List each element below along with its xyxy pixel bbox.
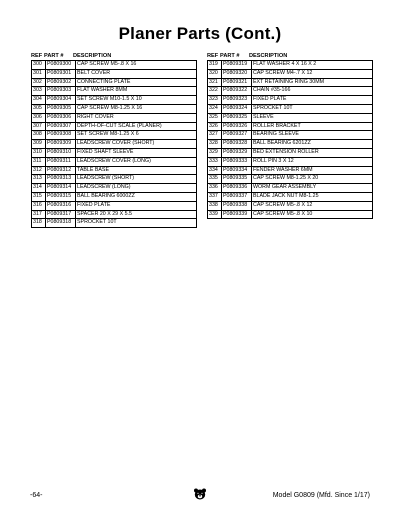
table-header xyxy=(31,52,197,61)
part-number-cell: P0809339 xyxy=(222,211,252,219)
description-cell: SET SCREW M10-1.5 X 10 xyxy=(77,96,142,103)
ref-cell: 321 xyxy=(208,79,222,87)
part-number-cell: P0809301 xyxy=(46,70,76,78)
table-row xyxy=(32,87,196,96)
header-ref: REF xyxy=(207,53,219,59)
description-cell: CAP SCREW M5-.8 X 12 xyxy=(253,201,313,208)
ref-cell: 327 xyxy=(208,131,222,139)
description-cell: FIXED PLATE xyxy=(253,96,287,103)
ref-cell: 309 xyxy=(32,140,46,148)
ref-cell: 307 xyxy=(32,123,46,131)
description-cell: FIXED PLATE xyxy=(77,201,111,208)
ref-cell: 312 xyxy=(32,167,46,175)
table-row xyxy=(32,158,196,167)
description-cell: SPROCKET 10T xyxy=(77,219,117,226)
description-cell: CAP SCREW M4-.7 X 12 xyxy=(253,69,313,76)
description-cell: FENDER WASHER 6MM xyxy=(253,166,313,173)
part-number-cell: P0809337 xyxy=(222,193,252,201)
ref-cell: 301 xyxy=(32,70,46,78)
ref-cell: 324 xyxy=(208,105,222,113)
header-ref: REF xyxy=(31,53,43,59)
ref-cell: 323 xyxy=(208,96,222,104)
ref-cell: 313 xyxy=(32,175,46,183)
table-row xyxy=(208,175,372,184)
part-number-cell: P0809311 xyxy=(46,158,76,166)
ref-cell: 302 xyxy=(32,79,46,87)
table-row xyxy=(32,211,196,220)
part-number-cell: P0809304 xyxy=(46,96,76,104)
ref-cell: 314 xyxy=(32,184,46,192)
page-title: Planer Parts (Cont.) xyxy=(118,24,282,43)
table-row xyxy=(208,114,372,123)
ref-cell: 306 xyxy=(32,114,46,122)
description-cell: SPACER 20 X 29 X 5.5 xyxy=(77,210,132,217)
description-cell: LEADSCREW (LONG) xyxy=(77,184,131,191)
model-info: Model G0809 (Mfd. Since 1/17) xyxy=(272,492,370,499)
part-number-cell: P0809307 xyxy=(46,123,76,131)
part-number-cell: P0809305 xyxy=(46,105,76,113)
table-body xyxy=(31,61,197,228)
description-cell: BALL BEARING 6000ZZ xyxy=(77,192,135,199)
description-cell: RIGHT COVER xyxy=(77,113,114,120)
bear-head-logo-icon xyxy=(193,488,207,500)
part-number-cell: P0809333 xyxy=(222,158,252,166)
part-number-cell: P0809319 xyxy=(222,61,252,69)
part-number-cell: P0809338 xyxy=(222,202,252,210)
table-row xyxy=(208,79,372,88)
description-cell: SET SCREW M8-1.25 X 6 xyxy=(77,131,139,138)
table-header xyxy=(207,52,373,61)
description-cell: TABLE BASE xyxy=(77,166,109,173)
description-cell: CAP SCREW M5-.8 X 16 xyxy=(77,61,137,67)
description-cell: CAP SCREW M5-.8 X 10 xyxy=(253,210,313,217)
description-cell: DEPTH-OF-CUT SCALE (PLANER) xyxy=(77,122,162,129)
description-cell: EXT RETAINING RING 30MM xyxy=(253,78,325,85)
table-body xyxy=(207,61,373,219)
header-part: PART # xyxy=(44,53,64,59)
parts-table-right xyxy=(207,52,373,219)
description-cell: CONNECTING PLATE xyxy=(77,78,131,85)
table-row xyxy=(32,61,196,70)
table-row xyxy=(32,96,196,105)
ref-cell: 308 xyxy=(32,131,46,139)
ref-cell: 300 xyxy=(32,61,46,69)
ref-cell: 318 xyxy=(32,219,46,227)
part-number-cell: P0809310 xyxy=(46,149,76,157)
description-cell: FIXED SHAFT SLEEVE xyxy=(77,148,134,155)
ref-cell: 303 xyxy=(32,87,46,95)
description-cell: BLADE JACK NUT M8-1.25 xyxy=(253,192,319,199)
ref-cell: 310 xyxy=(32,149,46,157)
ref-cell: 337 xyxy=(208,193,222,201)
table-row xyxy=(208,149,372,158)
ref-cell: 305 xyxy=(32,105,46,113)
description-cell: BALL BEARING 6201ZZ xyxy=(253,140,311,147)
ref-cell: 322 xyxy=(208,87,222,95)
ref-cell: 328 xyxy=(208,140,222,148)
table-row xyxy=(32,123,196,132)
description-cell: CAP SCREW M8-1.25 X 16 xyxy=(77,104,143,111)
page-number: -64- xyxy=(30,492,43,499)
part-number-cell: P0809326 xyxy=(222,123,252,131)
description-cell: BED EXTENSION ROLLER xyxy=(253,148,319,155)
parts-table-left xyxy=(31,52,197,228)
description-cell: LEADSCREW (SHORT) xyxy=(77,175,134,182)
part-number-cell: P0809325 xyxy=(222,114,252,122)
part-number-cell: P0809313 xyxy=(46,175,76,183)
part-number-cell: P0809317 xyxy=(46,211,76,219)
part-number-cell: P0809300 xyxy=(46,61,76,69)
part-number-cell: P0809318 xyxy=(46,219,76,227)
ref-cell: 317 xyxy=(32,211,46,219)
ref-cell: 333 xyxy=(208,158,222,166)
part-number-cell: P0809323 xyxy=(222,96,252,104)
part-number-cell: P0809314 xyxy=(46,184,76,192)
table-row xyxy=(32,175,196,184)
ref-cell: 320 xyxy=(208,70,222,78)
table-row xyxy=(208,140,372,149)
ref-cell: 339 xyxy=(208,211,222,219)
part-number-cell: P0809334 xyxy=(222,167,252,175)
ref-cell: 315 xyxy=(32,193,46,201)
ref-cell: 325 xyxy=(208,114,222,122)
table-row xyxy=(32,131,196,140)
description-cell: CAP SCREW M8-1.25 X 20 xyxy=(253,175,319,182)
description-cell: BELT COVER xyxy=(77,69,111,76)
part-number-cell: P0809336 xyxy=(222,184,252,192)
header-part: PART # xyxy=(220,53,240,59)
table-row xyxy=(208,167,372,176)
part-number-cell: P0809324 xyxy=(222,105,252,113)
table-row xyxy=(32,70,196,79)
ref-cell: 334 xyxy=(208,167,222,175)
table-row xyxy=(32,79,196,88)
table-row xyxy=(32,140,196,149)
description-cell: WORM GEAR ASSEMBLY xyxy=(253,184,317,191)
table-row xyxy=(32,167,196,176)
part-number-cell: P0809303 xyxy=(46,87,76,95)
description-cell: LEADSCREW COVER (SHORT) xyxy=(77,140,155,147)
ref-cell: 329 xyxy=(208,149,222,157)
description-cell: SLEEVE xyxy=(253,113,274,120)
ref-cell: 311 xyxy=(32,158,46,166)
table-row xyxy=(208,131,372,140)
part-number-cell: P0809321 xyxy=(222,79,252,87)
part-number-cell: P0809302 xyxy=(46,79,76,87)
description-cell: CHAIN #35-166 xyxy=(253,87,291,94)
description-cell: SPROCKET 10T xyxy=(253,104,293,111)
table-row xyxy=(32,105,196,114)
part-number-cell: P0809306 xyxy=(46,114,76,122)
description-cell: ROLLER BRACKET xyxy=(253,122,301,129)
part-number-cell: P0809308 xyxy=(46,131,76,139)
table-row xyxy=(208,184,372,193)
table-row xyxy=(208,123,372,132)
ref-cell: 316 xyxy=(32,202,46,210)
table-row xyxy=(208,61,372,70)
part-number-cell: P0809316 xyxy=(46,202,76,210)
table-row xyxy=(32,202,196,211)
part-number-cell: P0809320 xyxy=(222,70,252,78)
table-row xyxy=(32,184,196,193)
part-number-cell: P0809335 xyxy=(222,175,252,183)
ref-cell: 338 xyxy=(208,202,222,210)
ref-cell: 335 xyxy=(208,175,222,183)
description-cell: BEARING SLEEVE xyxy=(253,131,299,138)
table-row xyxy=(32,193,196,202)
description-cell: FLAT WASHER 8MM xyxy=(77,87,128,94)
part-number-cell: P0809327 xyxy=(222,131,252,139)
table-row xyxy=(208,105,372,114)
table-row xyxy=(208,70,372,79)
ref-cell: 336 xyxy=(208,184,222,192)
part-number-cell: P0809329 xyxy=(222,149,252,157)
table-row xyxy=(32,149,196,158)
part-number-cell: P0809309 xyxy=(46,140,76,148)
description-cell: FLAT WASHER 4 X 16 X 2 xyxy=(253,61,317,67)
description-cell: ROLL PIN 3 X 12 xyxy=(253,157,294,164)
table-row xyxy=(208,158,372,167)
ref-cell: 319 xyxy=(208,61,222,69)
table-row xyxy=(208,202,372,211)
part-number-cell: P0809328 xyxy=(222,140,252,148)
header-description: DESCRIPTION xyxy=(73,53,112,59)
table-row xyxy=(32,114,196,123)
table-row xyxy=(208,211,372,220)
part-number-cell: P0809315 xyxy=(46,193,76,201)
ref-cell: 326 xyxy=(208,123,222,131)
header-description: DESCRIPTION xyxy=(249,53,288,59)
part-number-cell: P0809322 xyxy=(222,87,252,95)
ref-cell: 304 xyxy=(32,96,46,104)
part-number-cell: P0809312 xyxy=(46,167,76,175)
table-row xyxy=(208,96,372,105)
table-row xyxy=(32,219,196,228)
table-row xyxy=(208,193,372,202)
description-cell: LEADSCREW COVER (LONG) xyxy=(77,157,151,164)
table-row xyxy=(208,87,372,96)
